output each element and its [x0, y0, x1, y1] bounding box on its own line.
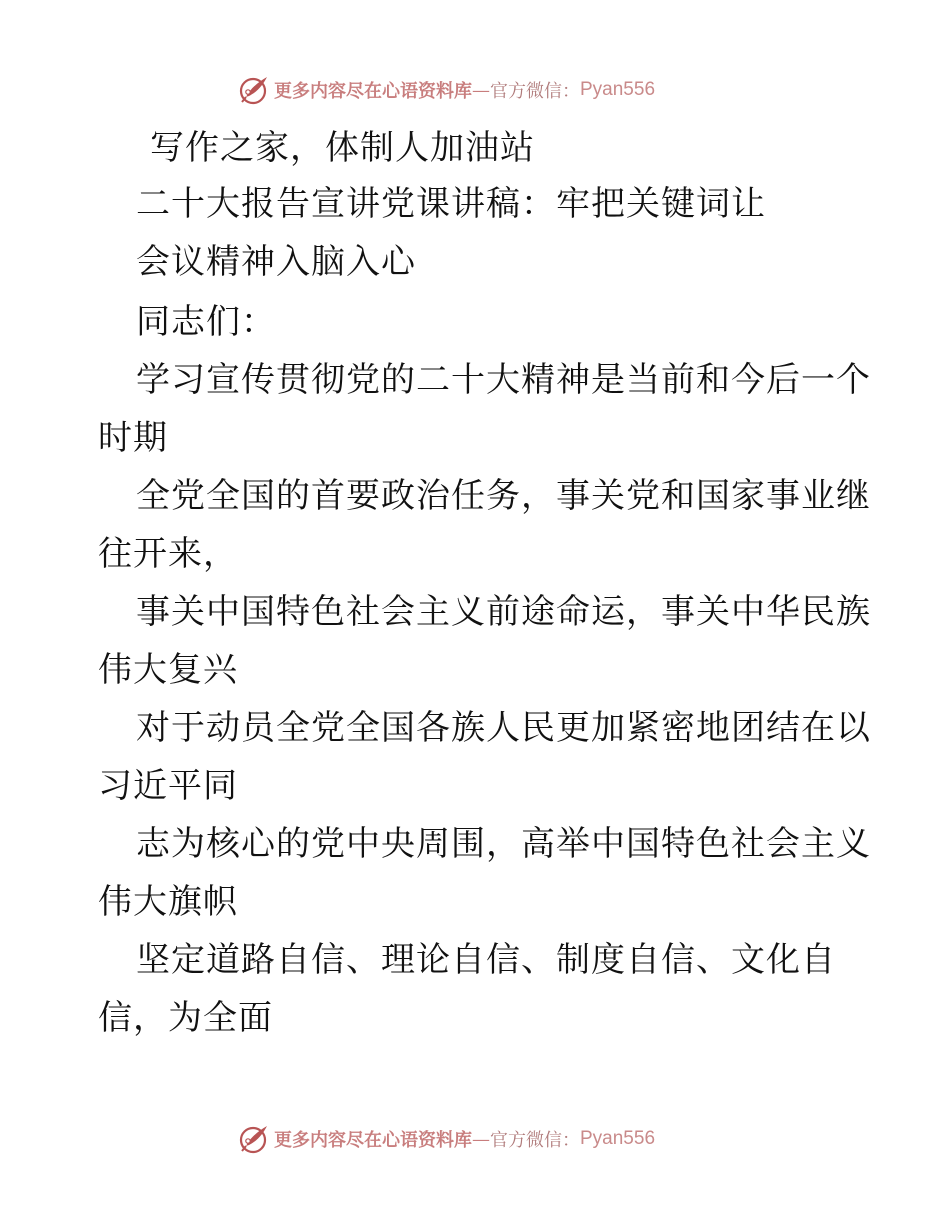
document-line: 伟大旗帜 [98, 882, 238, 922]
watermark-wechat-label: 官方微信： [490, 81, 580, 102]
footer-watermark [236, 1121, 655, 1157]
watermark-wechat-label: 官方微信： [490, 1130, 580, 1151]
quill-logo-icon [236, 73, 270, 107]
watermark-main-text: 更多内容尽在心语资料库 [274, 1130, 472, 1151]
document-line: 全党全国的首要政治任务，事关党和国家事业继 [136, 476, 871, 516]
document-line: 学习宣传贯彻党的二十大精神是当前和今后一个 [136, 360, 871, 400]
document-line: 事关中国特色社会主义前途命运，事关中华民族 [136, 592, 871, 632]
document-line: 坚定道路自信、理论自信、制度自信、文化自 [136, 940, 836, 980]
document-title-line: 二十大报告宣讲党课讲稿：牢把关键词让 [136, 184, 766, 224]
document-line: 信，为全面 [98, 998, 273, 1038]
document-line: 对于动员全党全国各族人民更加紧密地团结在以 [136, 708, 871, 748]
document-line: 志为核心的党中央周围，高举中国特色社会主义 [136, 824, 871, 864]
document-line: 时期 [98, 418, 168, 458]
document-line: 写作之家，体制人加油站 [150, 128, 535, 168]
watermark-dash: — [472, 1128, 490, 1150]
watermark-main-text: 更多内容尽在心语资料库 [274, 81, 472, 102]
quill-logo-icon [236, 1122, 270, 1156]
watermark-wechat-id: Pyan556 [580, 1128, 656, 1149]
header-watermark [236, 72, 655, 108]
watermark-dash: — [472, 79, 490, 101]
document-line: 伟大复兴 [98, 650, 238, 690]
watermark-wechat-id: Pyan556 [580, 79, 656, 100]
document-title-line: 会议精神入脑入心 [136, 242, 416, 282]
document-line: 同志们： [136, 302, 276, 342]
document-line: 往开来， [98, 534, 238, 574]
document-line: 习近平同 [98, 766, 238, 806]
